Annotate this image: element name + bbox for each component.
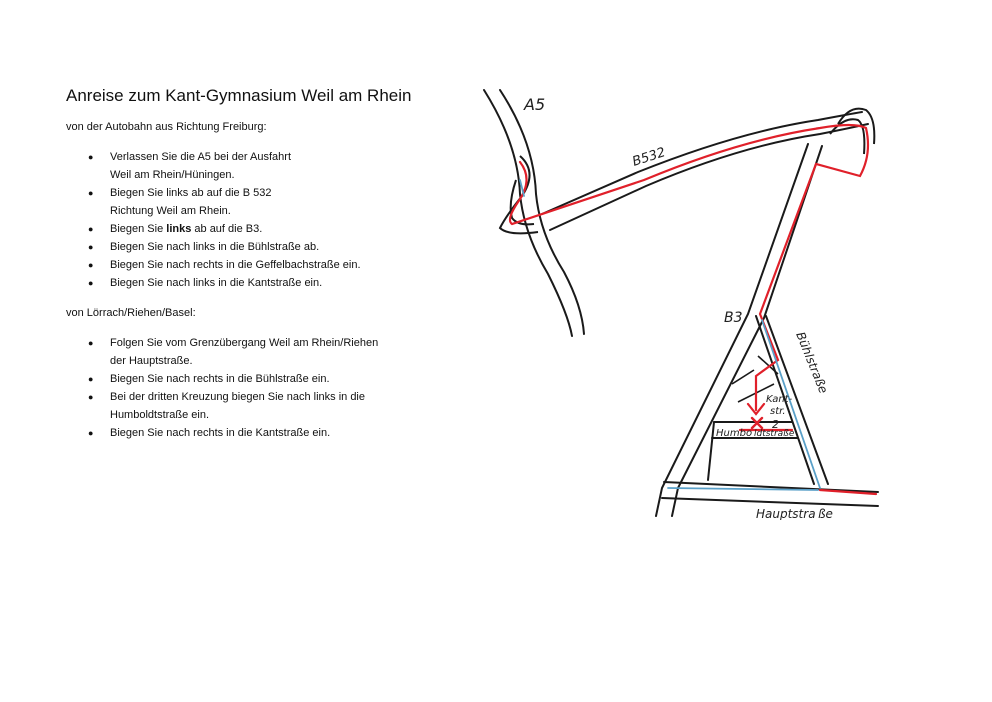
bullet-icon: ● <box>88 392 94 402</box>
list-item: ● Biegen Sie links ab auf die B3. <box>94 220 446 238</box>
section-intro-loerrach: von Lörrach/Riehen/Basel: <box>66 307 196 319</box>
label-b3: B3 <box>724 310 743 326</box>
list-item: ● Verlassen Sie die A5 bei der Ausfahrt Weil am Rhein/Hüningen. <box>94 148 446 184</box>
label-a5: A5 <box>524 95 546 114</box>
label-b532: B532 <box>630 145 668 170</box>
list-item: ● Biegen Sie nach links in die Kantstraße ein. <box>94 274 446 292</box>
list-item: ● Biegen Sie nach links in die Bühlstraße ab. <box>94 238 446 256</box>
bullet-icon: ● <box>88 278 94 288</box>
bold-word: links <box>166 223 192 235</box>
list-item: ● Biegen Sie nach rechts in die Bühlstraße ein. <box>94 370 446 388</box>
bullet-icon: ● <box>88 224 94 234</box>
list-item: ● Biegen Sie links ab auf die B 532 Richtung Weil am Rhein. <box>94 184 446 220</box>
label-kantstr-line1: Kant- <box>766 394 793 405</box>
route-map-drawing <box>478 84 880 520</box>
label-hauptstrasse-a: Hauptstra <box>756 507 816 520</box>
directions-text <box>66 86 446 456</box>
steps-list-autobahn <box>66 148 446 292</box>
label-humboldtstrasse-b: ldtstraße <box>754 429 795 439</box>
list-item: ● Bei der dritten Kreuzung biegen Sie nach links in die Humboldtstraße ein. <box>94 388 446 424</box>
label-hauptstrasse-b: ße <box>818 507 833 520</box>
label-marker-number: 2 <box>772 418 779 431</box>
steps-list-loerrach <box>66 334 446 442</box>
bullet-icon: ● <box>88 152 94 162</box>
list-item: ● Biegen Sie nach rechts in die Kantstraße ein. <box>94 424 446 442</box>
bullet-icon: ● <box>88 428 94 438</box>
section-intro-autobahn: von der Autobahn aus Richtung Freiburg: <box>66 121 267 133</box>
label-buehlstrasse: Bühlstraße <box>793 329 831 396</box>
bullet-icon: ● <box>88 338 94 348</box>
page-title: Anreise zum Kant-Gymnasium Weil am Rhein <box>66 86 412 105</box>
label-kantstr-line2: str. <box>770 406 786 417</box>
list-item: ● Folgen Sie vom Grenzübergang Weil am Rhein/Riehen der Hauptstraße. <box>94 334 446 370</box>
route-map <box>478 84 880 520</box>
bullet-icon: ● <box>88 242 94 252</box>
list-item: ● Biegen Sie nach rechts in die Geffelbachstraße ein. <box>94 256 446 274</box>
label-humboldtstrasse-a: Humbo <box>716 428 753 439</box>
bullet-icon: ● <box>88 260 94 270</box>
bullet-icon: ● <box>88 188 94 198</box>
bullet-icon: ● <box>88 374 94 384</box>
